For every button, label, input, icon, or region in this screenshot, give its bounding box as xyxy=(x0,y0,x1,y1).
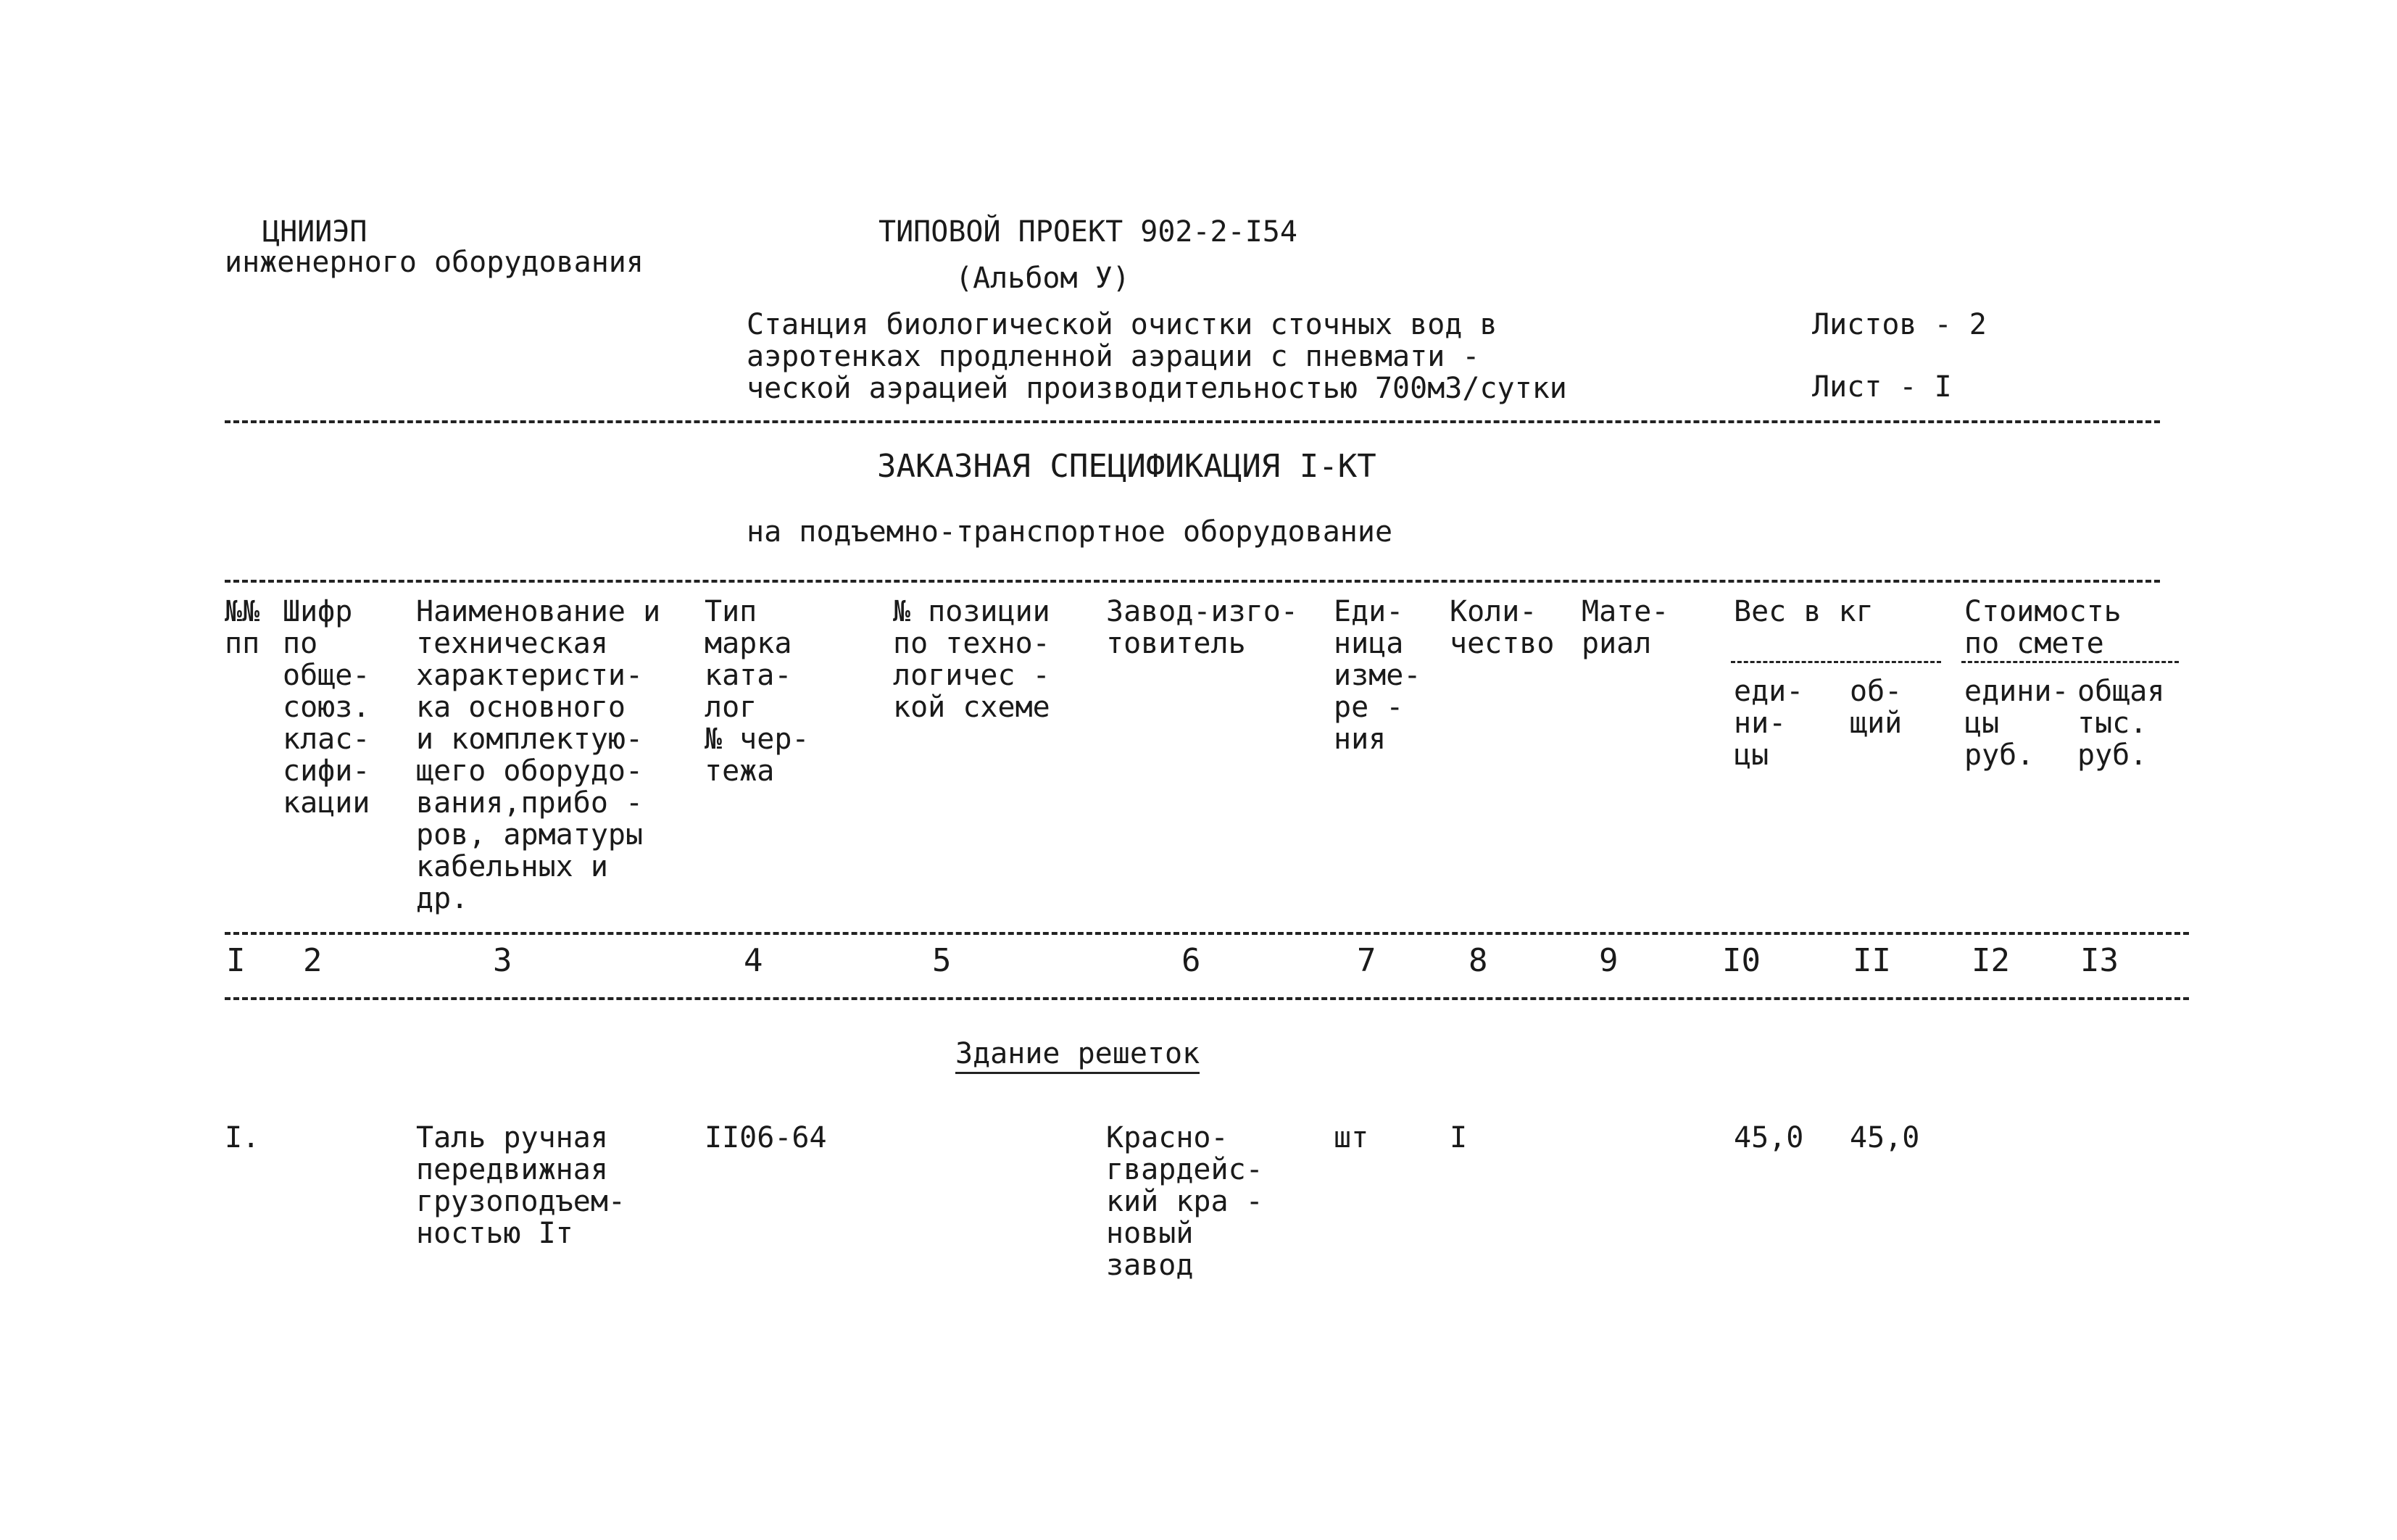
col-header-weight-total: об- щий xyxy=(1850,675,1903,740)
col-number: I0 xyxy=(1722,942,1761,979)
row-unit: шт xyxy=(1334,1121,1369,1154)
col-number: I2 xyxy=(1972,942,2010,979)
col-number: 3 xyxy=(493,942,512,979)
col-header-number: №№ пп xyxy=(225,595,260,660)
sheets-total: Листов - 2 xyxy=(1812,308,1987,341)
document-title: ЗАКАЗНАЯ СПЕЦИФИКАЦИЯ I-КТ xyxy=(877,448,1376,485)
column-numbers-bottom-border xyxy=(225,997,2189,1000)
col-number: 7 xyxy=(1357,942,1376,979)
col-number: 4 xyxy=(744,942,763,979)
org-name-line2: инженерного оборудования xyxy=(225,246,644,279)
col-header-position: № позиции по техно- логичес - кой схеме xyxy=(893,595,1050,724)
section-title: Здание решеток xyxy=(955,1037,1200,1074)
col-header-unit: Еди- ница изме- ре - ния xyxy=(1334,595,1421,756)
row-manufacturer: Красно- гвардейс- кий кра - новый завод xyxy=(1106,1121,1263,1282)
table-top-border xyxy=(225,580,2160,583)
project-description: Станция биологической очистки сточных вод в аэротенках продленной аэрации с пневмати - ческой аэрацией производительностью 700м3/сутки xyxy=(747,308,1567,405)
col-number: I xyxy=(226,942,246,979)
row-number: I. xyxy=(225,1121,260,1154)
row-item-name: Таль ручная передвижная грузоподъем- ностью Iт xyxy=(416,1121,626,1250)
row-weight-unit: 45,0 xyxy=(1734,1121,1804,1154)
row-quantity: I xyxy=(1450,1121,1468,1154)
col-header-quantity: Коли- чество xyxy=(1450,595,1555,660)
col-number: 9 xyxy=(1599,942,1619,979)
col-number: 8 xyxy=(1468,942,1488,979)
header-bottom-border xyxy=(225,932,2189,935)
project-number: ТИПОВОЙ ПРОЕКТ 902-2-I54 xyxy=(878,215,1297,249)
col-number: 2 xyxy=(303,942,323,979)
row-weight-total: 45,0 xyxy=(1850,1121,1920,1154)
col-header-cost-total: общая тыс. руб. xyxy=(2077,675,2165,772)
document-subtitle: на подъемно-транспортное оборудование xyxy=(747,515,1393,549)
col-header-code: Шифр по обще- союз. клас- сифи- кации xyxy=(283,595,370,820)
col-header-material: Мате- риал xyxy=(1582,595,1669,660)
col-header-weight-group: Вес в кг xyxy=(1734,595,1874,628)
col-header-cost-unit: едини- цы руб. xyxy=(1964,675,2069,772)
col-header-cost-group: Стоимость по смете xyxy=(1964,595,2122,660)
org-name-line1: ЦНИИЭП xyxy=(262,215,367,249)
col-number: 5 xyxy=(932,942,952,979)
col-header-name: Наименование и техническая характеристи- ка основного и комплектую- щего оборудо- вания,прибо - ров, арматуры кабельных и др. xyxy=(416,595,661,915)
col-number: I3 xyxy=(2080,942,2119,979)
row-item-type: II06-64 xyxy=(705,1121,827,1154)
col-header-type: Тип марка ката- лог № чер- тежа xyxy=(705,595,810,788)
col-number: II xyxy=(1853,942,1891,979)
cost-group-divider xyxy=(1961,661,2179,663)
album-label: (Альбом У) xyxy=(955,262,1130,295)
sheet-number: Лист - I xyxy=(1812,370,1952,404)
col-header-weight-unit: еди- ни- цы xyxy=(1734,675,1804,772)
col-header-manufacturer: Завод-изго- товитель xyxy=(1106,595,1298,660)
weight-group-divider xyxy=(1731,661,1941,663)
col-number: 6 xyxy=(1181,942,1201,979)
header-divider xyxy=(225,420,2160,423)
